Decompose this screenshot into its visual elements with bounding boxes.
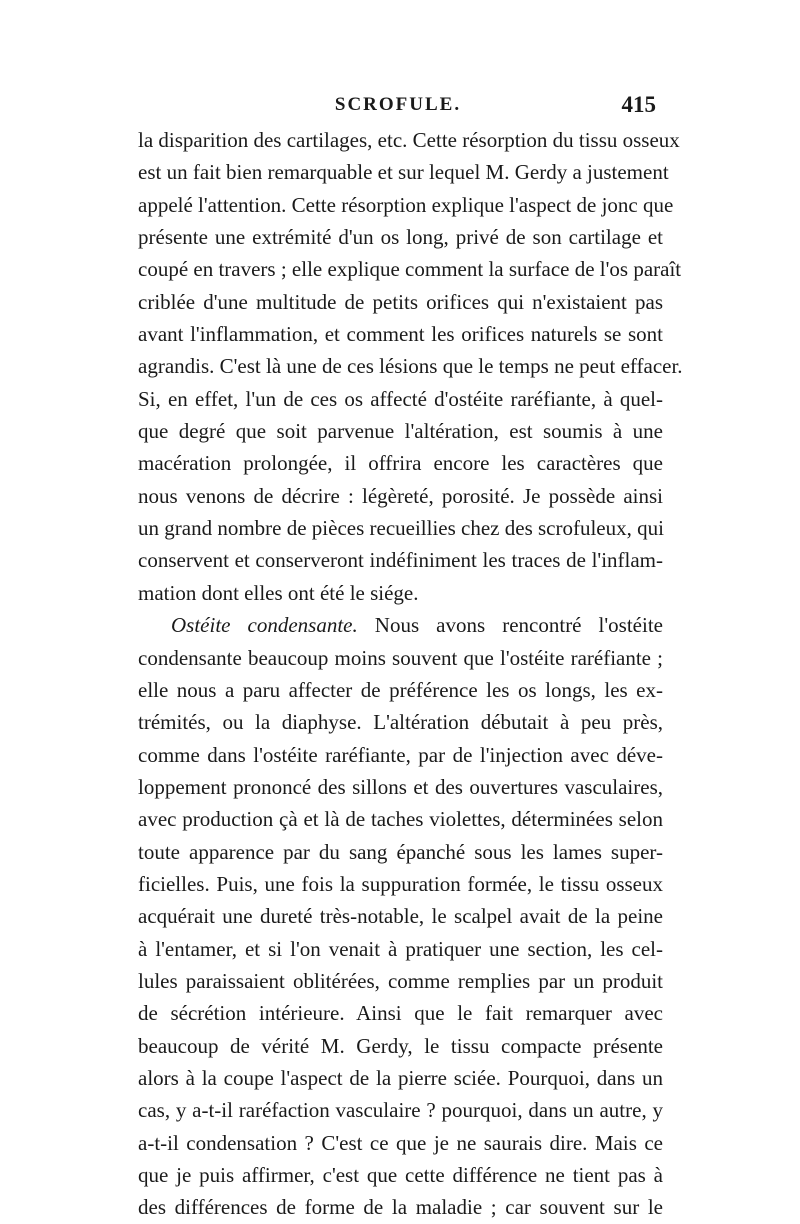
text-line: à l'entamer, et si l'on venait à pratiquer une section, les cel- [138, 936, 663, 961]
text-line: comme dans l'ostéite raréfiante, par de l'injection avec déve- [138, 742, 663, 767]
text-line: avec production çà et là de taches violettes, déterminées selon [138, 807, 663, 832]
text-line: de sécrétion intérieure. Ainsi que le fait remarquer avec [138, 1001, 663, 1026]
text-line: la disparition des cartilages, etc. Cette résorption du tissu osseux [138, 128, 680, 152]
text-line: condensante beaucoup moins souvent que l'ostéite raréfiante ; [138, 645, 663, 670]
text-line: elle nous a paru affecter de préférence les os longs, les ex- [138, 677, 663, 702]
text-line: présente une extrémité d'un os long, privé de son cartilage et [138, 225, 663, 250]
text-fragment: Nous avons rencontré l'ostéite [357, 613, 663, 638]
body-text [138, 124, 683, 1224]
text-line: coupé en travers ; elle explique comment la surface de l'os paraît [138, 257, 682, 282]
text-line: loppement prononcé des sillons et des ouvertures vasculaires, [138, 774, 663, 799]
text-line: a-t-il condensation ? C'est ce que je ne saurais dire. Mais ce [138, 1130, 663, 1155]
text-line: macération prolongée, il offrira encore les caractères que [138, 451, 663, 476]
text-line: alors à la coupe l'aspect de la pierre sciée. Pourquoi, dans un [138, 1065, 663, 1090]
text-line: des différences de forme de la maladie ; car souvent sur le [138, 1195, 663, 1220]
text-line: mation dont elles ont été le siége. [138, 580, 419, 605]
text-line: ficielles. Puis, une fois la suppuration formée, le tissu osseux [138, 871, 663, 896]
text-line: lules paraissaient oblitérées, comme remplies par un produit [138, 968, 663, 993]
paragraph [138, 609, 663, 1224]
text-line: avant l'inflammation, et comment les orifices naturels se sont [138, 322, 663, 347]
text-line: Si, en effet, l'un de ces os affecté d'ostéite raréfiante, à quel- [138, 386, 663, 411]
text-line: acquérait une dureté très-notable, le scalpel avait de la peine [138, 904, 663, 929]
text-line: conservent et conserveront indéfiniment les traces de l'inflam- [138, 548, 663, 573]
page-number: 415 [621, 92, 656, 117]
text-line: trémités, ou la diaphyse. L'altération débutait à peu près, [138, 710, 663, 735]
paragraph [138, 124, 683, 609]
text-line: cas, y a-t-il raréfaction vasculaire ? pourquoi, dans un autre, y [138, 1098, 663, 1123]
text-line: est un fait bien remarquable et sur lequel M. Gerdy a justement [138, 160, 669, 185]
text-line: appelé l'attention. Cette résorption explique l'aspect de jonc que [138, 192, 674, 217]
text-line: que je puis affirmer, c'est que cette différence ne tient pas à [138, 1163, 663, 1187]
text-line: beaucoup de vérité M. Gerdy, le tissu compacte présente [138, 1033, 663, 1058]
text-line: nous venons de décrire : légèreté, porosité. Je possède ainsi [138, 483, 663, 508]
text-line: criblée d'une multitude de petits orifices qui n'existaient pas [138, 289, 663, 314]
running-header [138, 94, 658, 124]
running-title: SCROFULE. [334, 94, 462, 115]
text-line [138, 609, 663, 641]
text-line: agrandis. C'est là une de ces lésions que le temps ne peut effacer. [138, 354, 683, 379]
section-lead-title: Ostéite condensante. [171, 613, 358, 638]
text-line: un grand nombre de pièces recueillies chez des scrofuleux, qui [138, 516, 664, 541]
text-line: que degré que soit parvenue l'altération, est soumis à une [138, 419, 663, 444]
text-line: toute apparence par du sang épanché sous les lames super- [138, 839, 663, 864]
